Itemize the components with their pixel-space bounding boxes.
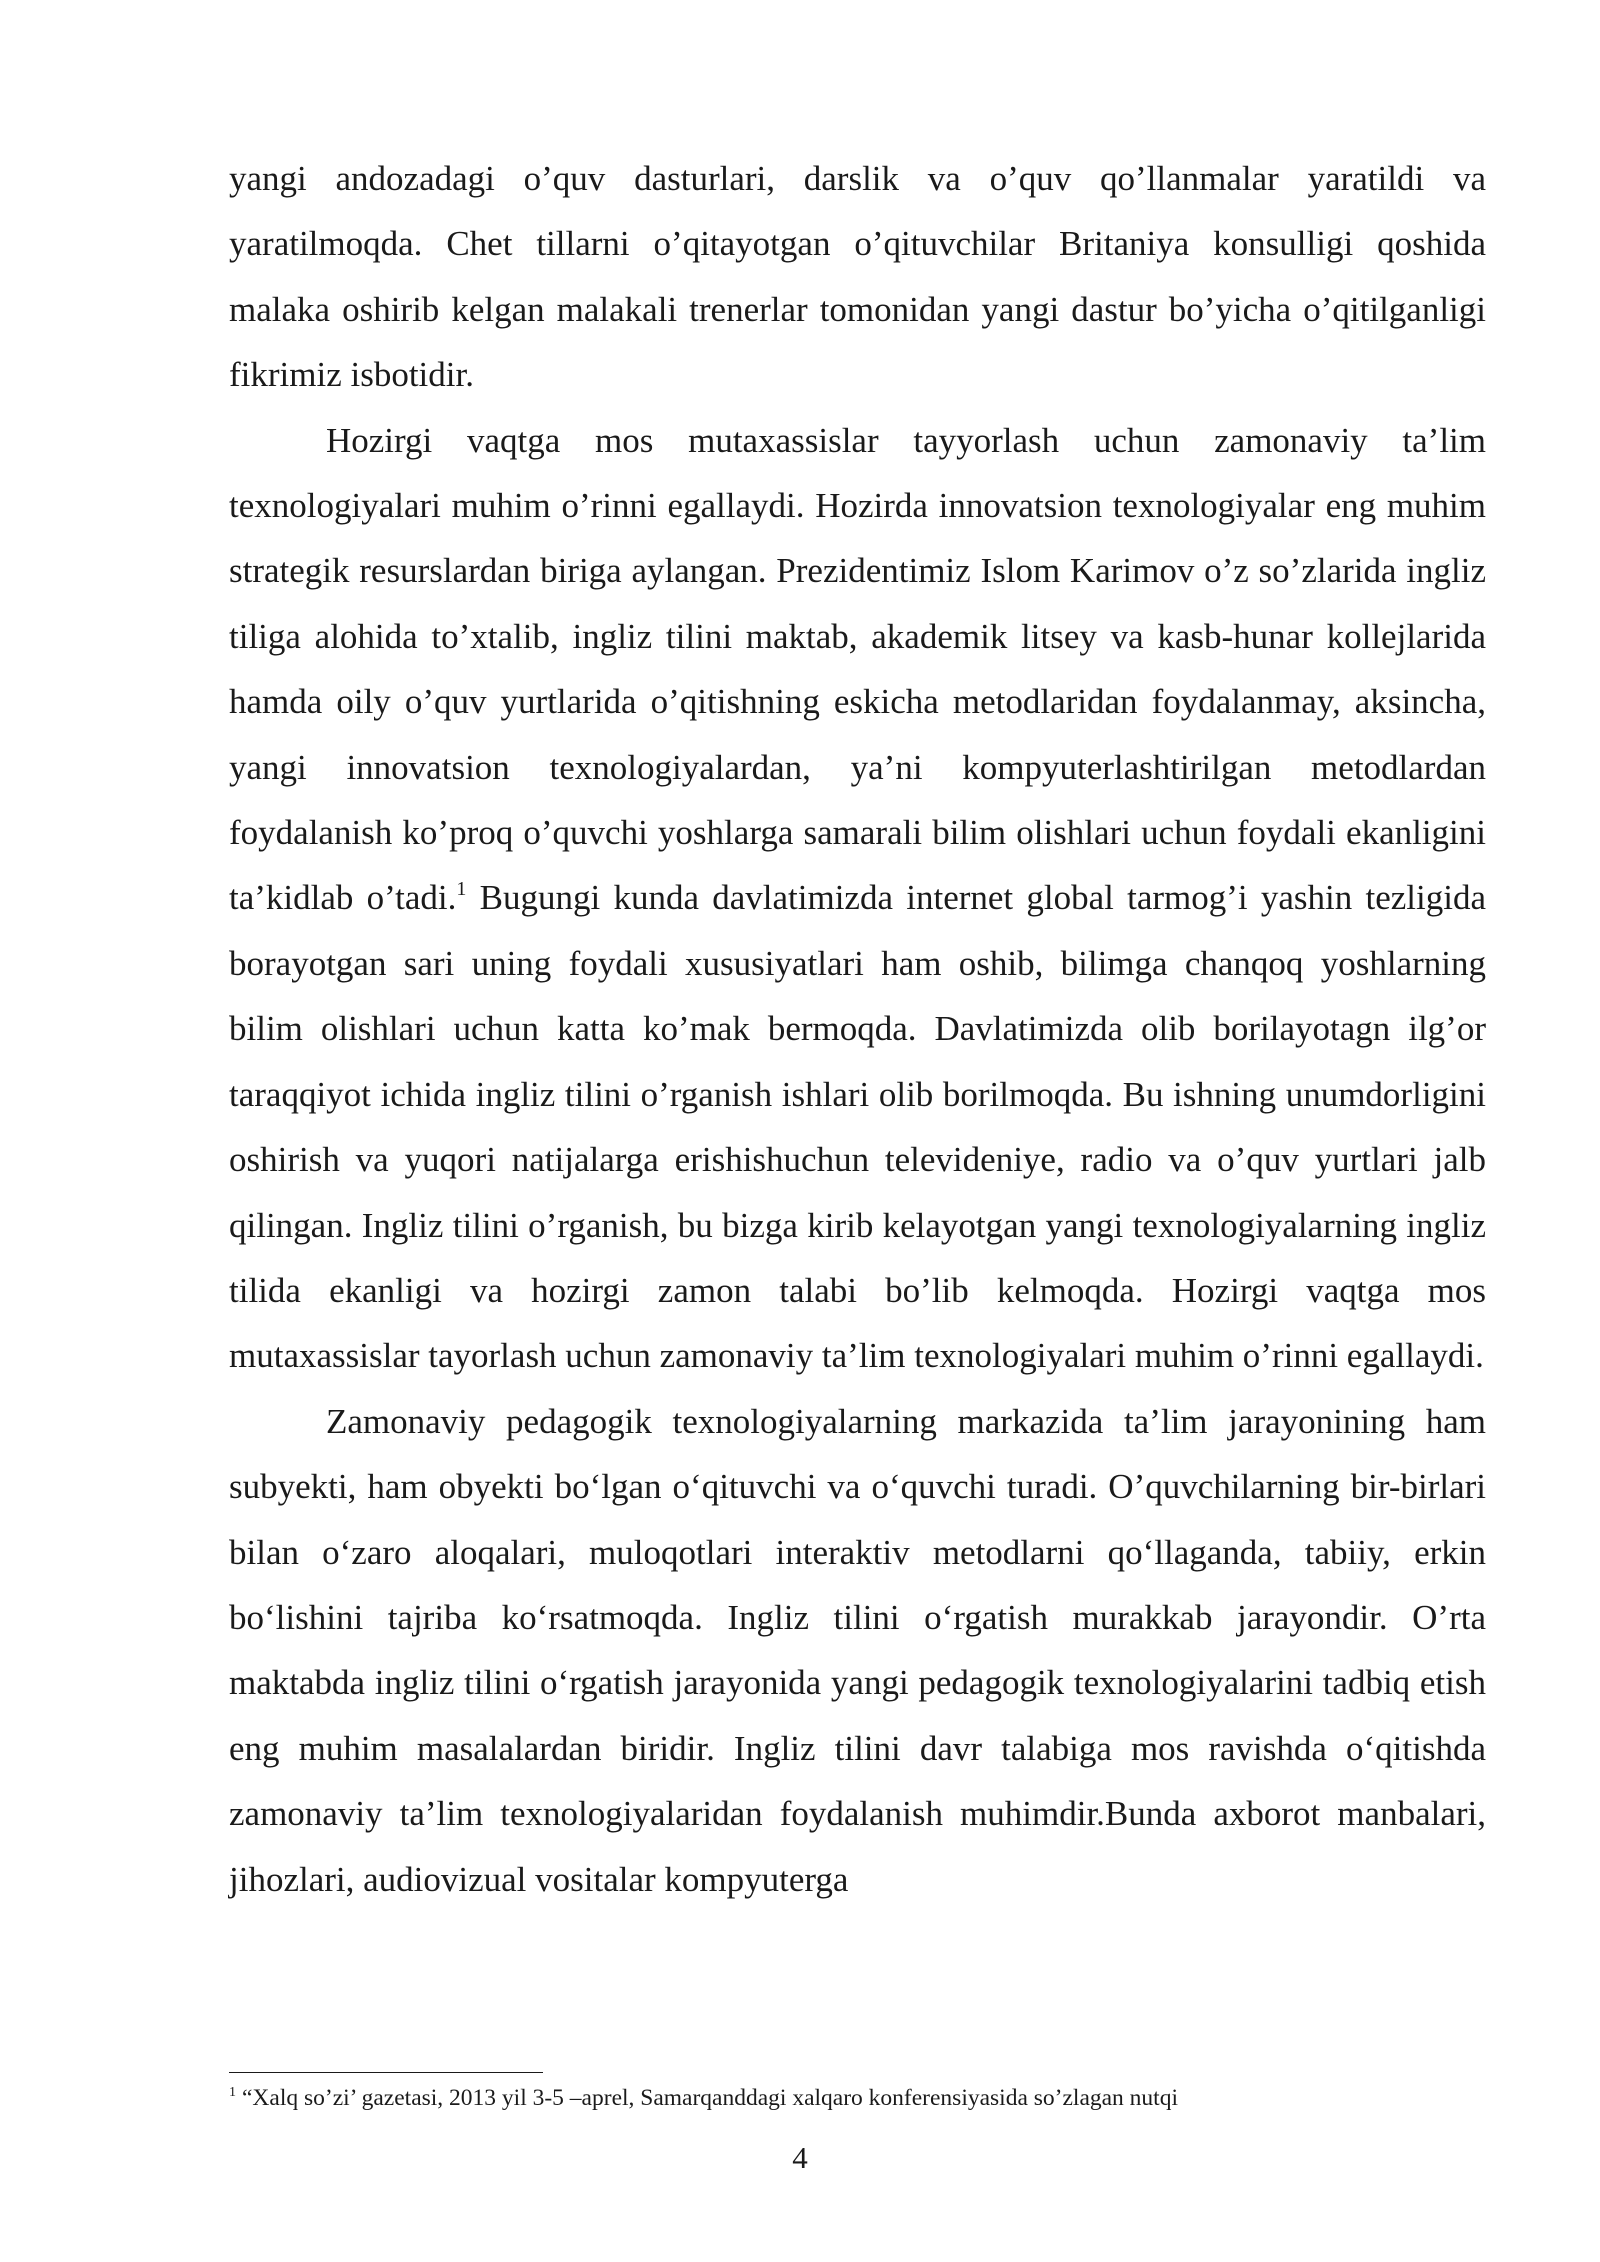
footnote: [229, 2082, 1486, 2114]
paragraph-2-text-end: Bugungi kunda davlatimizda internet global tarmog’i yashin tezligida borayotgan sari uning foydali xususiyatlari ham oshib, bilimga chanqoq yoshlarning bilim olishlari uchun katta ko’mak bermoqda. Davlatimizda olib borilayotagn ilg’or taraqqiyot ichida ingliz tilini o’rganish ishlari olib borilmoqda. Bu ishning unumdorligini oshirish va yuqori natijalarga erishishuchun televideniye, radio va o’quv yurtlari jalb qilingan. Ingliz tilini o’rganish, bu bizga kirib kelayotgan yangi texnologiyalarning ingliz tilida ekanligi va hozirgi zamon talabi bo’lib kelmoqda. Hozirgi vaqtga mos mutaxassislar tayorlash uchun zamonaviy ta’lim texnologiyalari muhim o’rinni egallaydi.: [229, 878, 1487, 1376]
body-text: [229, 146, 1486, 1912]
paragraph-1: yangi andozadagi o’quv dasturlari, darslik va o’quv qo’llanmalar yaratildi va yaratilmoqda. Chet tillarni o’qitayotgan o’qituvchilar Britaniya konsulligi qoshida malaka oshirib kelgan malakali trenerlar tomonidan yangi dastur bo’yicha o’qitilganligi fikrimiz isbotidir.: [229, 159, 1486, 395]
footnote-separator: [229, 2072, 543, 2073]
paragraph-2-text-start: Hozirgi vaqtga mos mutaxassislar tayyorlash uchun zamonaviy ta’lim texnologiyalari muhim o’rinni egallaydi. Hozirda innovatsion texnologiyalar eng muhim strategik resurslardan biriga aylangan. Prezidentimiz Islom Karimov o’z so’zlarida ingliz tiliga alohida to’xtalib, ingliz tilini maktab, akademik litsey va kasb-hunar kollejlarida hamda oily o’quv yurtlarida o’qitishning eskicha metodlaridan foydalanmay, aksincha, yangi innovatsion texnologiyalardan, ya’ni kompyuterlashtirilgan metodlardan foydalanish ko’proq o’quvchi yoshlarga samarali bilim olishlari uchun foydali ekanligini ta’kidlab o’tadi.: [229, 420, 1486, 918]
paragraph-2: [229, 408, 1486, 1389]
footnote-reference[interactable]: 1: [456, 878, 467, 901]
footnote-mark: 1: [229, 2085, 236, 2100]
page-number: 4: [792, 2140, 808, 2175]
footnote-text: “Xalq so’zi’ gazetasi, 2013 yil 3-5 –aprel, Samarqanddagi xalqaro konferensiyasida so’zlagan nutqi: [242, 2085, 1178, 2111]
paragraph-3: Zamonaviy pedagogik texnologiyalarning markazida ta’lim jarayonining ham subyekti, ham obyekti bo‘lgan o‘qituvchi va o‘quvchi turadi. O’quvchilarning bir-birlari bilan o‘zaro aloqalari, muloqotlari interaktiv metodlarni qo‘llaganda, tabiiy, erkin bo‘lishini tajriba ko‘rsatmoqda. Ingliz tilini o‘rgatish murakkab jarayondir. O’rta maktabda ingliz tilini o‘rgatish jarayonida yangi pedagogik texnologiyalarini tadbiq etish eng muhim masalalardan biridir. Ingliz tilini davr talabiga mos ravishda o‘qitishda zamonaviy ta’lim texnologiyalaridan foydalanish muhimdir.Bunda axborot manbalari, jihozlari, audiovizual vositalar kompyuterga: [229, 1401, 1486, 1899]
